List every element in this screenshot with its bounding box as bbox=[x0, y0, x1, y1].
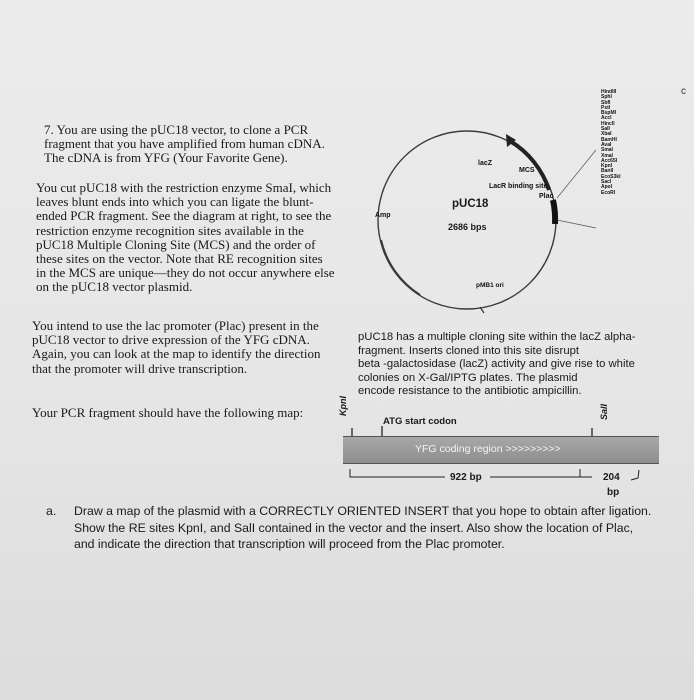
intro-line: 7. You are using the pUC18 vector, to clone a PCR bbox=[44, 122, 309, 137]
caption-line: pUC18 has a multiple cloning site within the lacZ alpha- bbox=[358, 331, 636, 343]
part-a-line: Show the RE sites KpnI, and SalI contained in the vector and the insert. Also show the location of Plac, bbox=[74, 520, 634, 535]
part-a-line: Draw a map of the plasmid with a CORRECTLY ORIENTED INSERT that you hope to obtain after ligation. bbox=[74, 504, 652, 518]
mcs-site: BanII bbox=[601, 168, 614, 175]
mcs-site: SalI bbox=[601, 126, 610, 133]
pcr-map-label: Your PCR fragment should have the following map: bbox=[32, 405, 304, 420]
plasmid-name: pUC18 bbox=[452, 198, 489, 210]
bracket-922-left bbox=[350, 469, 445, 477]
sali-label: SalI bbox=[599, 403, 609, 420]
cut-line: in the MCS are unique—they do not occur anywhere else bbox=[36, 265, 335, 281]
plac-label: Plac bbox=[539, 193, 554, 200]
plasmid-map bbox=[360, 120, 680, 320]
amp-arc bbox=[381, 240, 420, 295]
kpni-label: KpnI bbox=[338, 396, 348, 416]
mcs-site: BamHI bbox=[601, 136, 617, 143]
cut-line: on the pUC18 vector plasmid. bbox=[36, 279, 193, 295]
cut-line: leaves blunt ends into which you can ligate the blunt- bbox=[36, 194, 314, 210]
mcs-site: SphI bbox=[601, 94, 612, 101]
bracket-922-right bbox=[490, 469, 580, 477]
ori-label: pMB1 ori bbox=[476, 282, 504, 289]
amp-label: Amp bbox=[375, 212, 391, 219]
yfg-region-label: YFG coding region >>>>>>>>> bbox=[415, 443, 561, 455]
cut-line: ended PCR fragment. See the diagram at right, to see the bbox=[36, 208, 332, 224]
atg-label: ATG start codon bbox=[383, 416, 457, 427]
question-intro bbox=[44, 123, 325, 166]
part-a-marker: a. bbox=[46, 504, 57, 518]
length-204-unit: bp bbox=[607, 487, 620, 498]
mcs-site: XmaI bbox=[601, 152, 613, 159]
promoter-line: pUC18 vector to drive expression of the YFG cDNA. bbox=[32, 332, 310, 348]
corner-mark: c bbox=[681, 86, 686, 97]
mcs-site: BspMI bbox=[601, 110, 616, 117]
question-cut-paragraph bbox=[36, 181, 335, 295]
mcs-site: KpnI bbox=[601, 163, 613, 170]
promoter-line: that the promoter will drive transcription. bbox=[32, 360, 248, 376]
caption-line: beta -galactosidase (lacZ) activity and give rise to white bbox=[358, 358, 635, 371]
intro-line: The cDNA is from YFG (Your Favorite Gene). bbox=[44, 150, 288, 166]
mcs-site: ApoI bbox=[601, 184, 613, 191]
mcs-site: XbaI bbox=[601, 131, 612, 138]
length-204: 204 bbox=[603, 472, 620, 483]
mcs-site: EcoS3kI bbox=[601, 173, 621, 180]
mcs-site: HindIII bbox=[601, 89, 617, 95]
plasmid-size: 2686 bps bbox=[448, 222, 487, 232]
mcs-bracket bbox=[557, 220, 596, 228]
caption-line: encode resistance to the antibiotic ampicillin. bbox=[358, 385, 582, 398]
intro-line: fragment that you have amplified from human cDNA. bbox=[44, 136, 325, 152]
mcs-site: HincII bbox=[601, 120, 615, 127]
mcs-site: SacI bbox=[601, 179, 612, 186]
caption-line: colonies on X-Gal/IPTG plates. The plasmid bbox=[358, 371, 578, 384]
mcs-site: PstI bbox=[601, 104, 611, 111]
mcs-site: AvaI bbox=[601, 141, 612, 148]
part-a-text bbox=[74, 503, 651, 553]
mcs-bracket bbox=[557, 150, 596, 198]
mcs-label: MCS bbox=[519, 167, 535, 174]
cut-line: pUC18 Multiple Cloning Site (MCS) and the order of bbox=[36, 236, 316, 252]
cut-line: these sites on the vector. Note that RE recognition sites bbox=[36, 251, 323, 267]
mcs-site: AccI bbox=[601, 115, 612, 122]
yfg-coding-region-bar bbox=[343, 436, 659, 464]
mcs-site: EcoRI bbox=[601, 189, 616, 196]
length-922: 922 bp bbox=[450, 472, 482, 483]
part-a-line: and indicate the direction that transcription will proceed from the Plac promoter. bbox=[74, 537, 505, 551]
cut-line: You cut pUC18 with the restriction enzyme SmaI, which bbox=[36, 180, 332, 195]
mcs-segment bbox=[553, 200, 555, 224]
mcs-site: SmaI bbox=[601, 147, 613, 154]
lacz-label: lacZ bbox=[478, 160, 493, 167]
promoter-line: You intend to use the lac promoter (Plac) present in the bbox=[32, 318, 319, 333]
cut-line: restriction enzyme recognition sites available in the bbox=[36, 222, 304, 238]
mcs-site: Acc65I bbox=[601, 157, 618, 164]
promoter-line: Again, you can look at the map to identify the direction bbox=[32, 346, 321, 362]
mcs-site-list bbox=[601, 90, 620, 196]
bracket-204-end bbox=[631, 470, 639, 480]
caption-line: fragment. Inserts cloned into this site disrupt bbox=[358, 344, 580, 357]
plasmid-caption bbox=[358, 331, 636, 399]
question-promoter-paragraph bbox=[32, 319, 320, 376]
mcs-site: SbfI bbox=[601, 99, 611, 106]
lacr-label: LacR binding site bbox=[489, 183, 548, 190]
